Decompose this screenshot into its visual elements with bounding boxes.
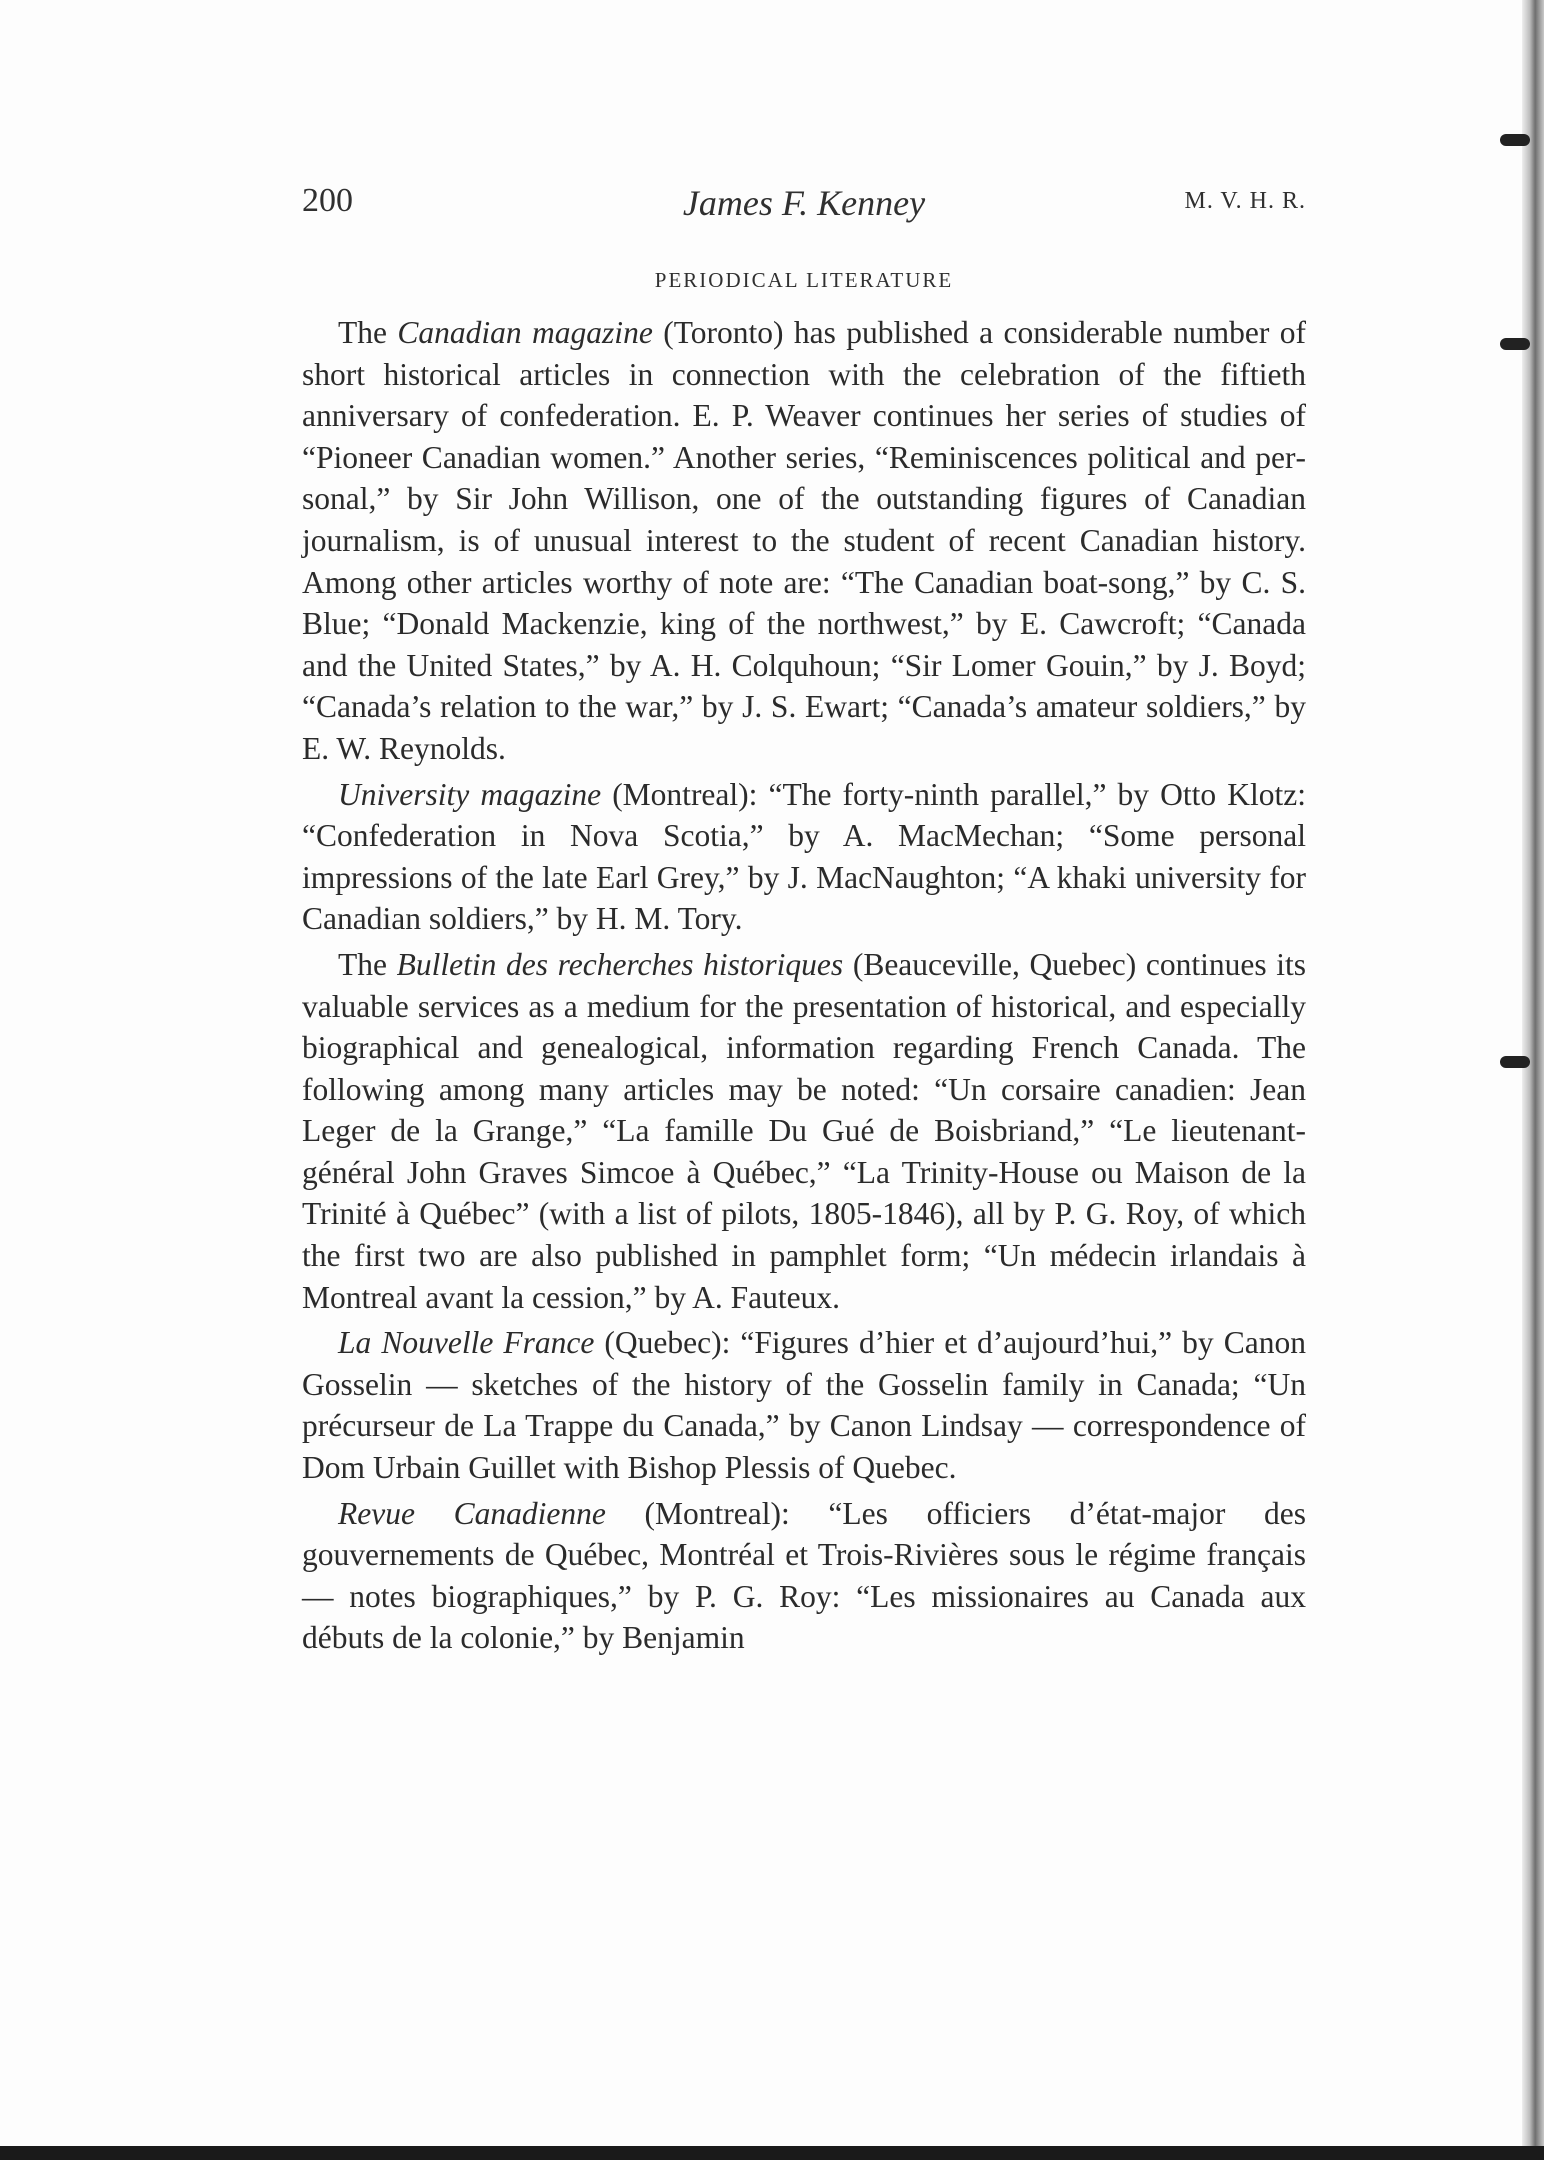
periodical-title: Bulletin des recherches historiques	[396, 946, 844, 982]
binding-mark	[1500, 1056, 1530, 1068]
running-title: James F. Kenney	[682, 183, 926, 223]
paragraph-university-magazine	[302, 774, 1306, 940]
journal-abbreviation: M. V. H. R.	[1184, 188, 1306, 214]
paragraph-canadian-magazine	[302, 312, 1306, 770]
scan-bottom-edge	[0, 2146, 1544, 2160]
paragraph-revue-canadienne	[302, 1493, 1306, 1659]
periodical-title: University magazine	[338, 776, 602, 812]
section-title: PERIODICAL LITERATURE	[654, 268, 954, 292]
paragraph-text: (Toronto) has published a considerable number of short historical articles in connection with the celebration of the fiftieth anniversary of confederation. E. P. Weaver continues her series of studies of “Pioneer Canadian women.” Another series, “Reminiscences political and personal,” by Sir John Willison, one of the outstanding figures of Canadian journalism, is of unusual interest to the student of recent Canadian history. Among other articles worthy of note are: “The Canadian boat-song,” by C. S. Blue; “Donald Mackenzie, king of the northwest,” by E. Cawcroft; “Canada and the United States,” by A. H. Colquhoun; “Sir Lomer Gouin,” by J. Boyd; “Canada’s relation to the war,” by J. S. Ewart; “Canada’s amateur soldiers,” by E. W. Reynolds.	[302, 315, 1306, 766]
paragraph-text: (Montreal): “Les officiers d’état-major des gouvernements de Québec, Montréal et Trois-Rivières sous le régime français — notes biographiques,” by P. G. Roy: “Les missionaires au Canada aux débuts de la colonie,” by Benjamin	[302, 1495, 1306, 1656]
paragraph-nouvelle-france	[302, 1322, 1306, 1488]
page-number: 200	[302, 182, 353, 219]
binding-mark	[1500, 134, 1530, 146]
paragraph-lead: The	[338, 946, 397, 982]
periodical-title: Revue Canadienne	[338, 1495, 606, 1531]
page-edge-shadow	[1522, 0, 1544, 2160]
periodical-title: Canadian magazine	[397, 315, 653, 350]
page-header	[302, 182, 1306, 232]
paragraph-lead: The	[338, 315, 398, 350]
paragraph-text: (Quebec): “Figures d’hier et d’aujourd’hui,” by Canon Gosselin — sketches of the history of the Gosselin family in Canada; “Un précurseur de La Trappe du Canada,” by Canon Lindsay — correspondence of Dom Urbain Guillet with Bishop Plessis of Quebec.	[302, 1325, 1306, 1486]
article-body	[302, 312, 1306, 1659]
paragraph-bulletin	[302, 944, 1306, 1318]
paragraph-text: (Montreal): “The forty-ninth parallel,” by Otto Klotz: “Confederation in Nova Scotia,” by A. MacMechan; “Some personal impressions of the late Earl Grey,” by J. MacNaughton; “A khaki university for Canadian soldiers,” by H. M. Tory.	[302, 776, 1306, 937]
paragraph-text: (Beauceville, Quebec) continues its valuable services as a medium for the presentation of historical, and especially biographical and genealogical, information regarding French Canada. The following among many articles may be noted: “Un corsaire canadien: Jean Leger de la Grange,” “La famille Du Gué de Boisbriand,” “Le lieutenant-général John Graves Simcoe à Québec,” “La Trinity-House ou Maison de la Trinité à Québec” (with a list of pilots, 1805-1846), all by P. G. Roy, of which the first two are also published in pamphlet form; “Un médecin irlandais à Montreal avant la cession,” by A. Fauteux.	[302, 946, 1306, 1315]
binding-mark	[1500, 338, 1530, 350]
periodical-title: La Nouvelle France	[338, 1325, 595, 1361]
